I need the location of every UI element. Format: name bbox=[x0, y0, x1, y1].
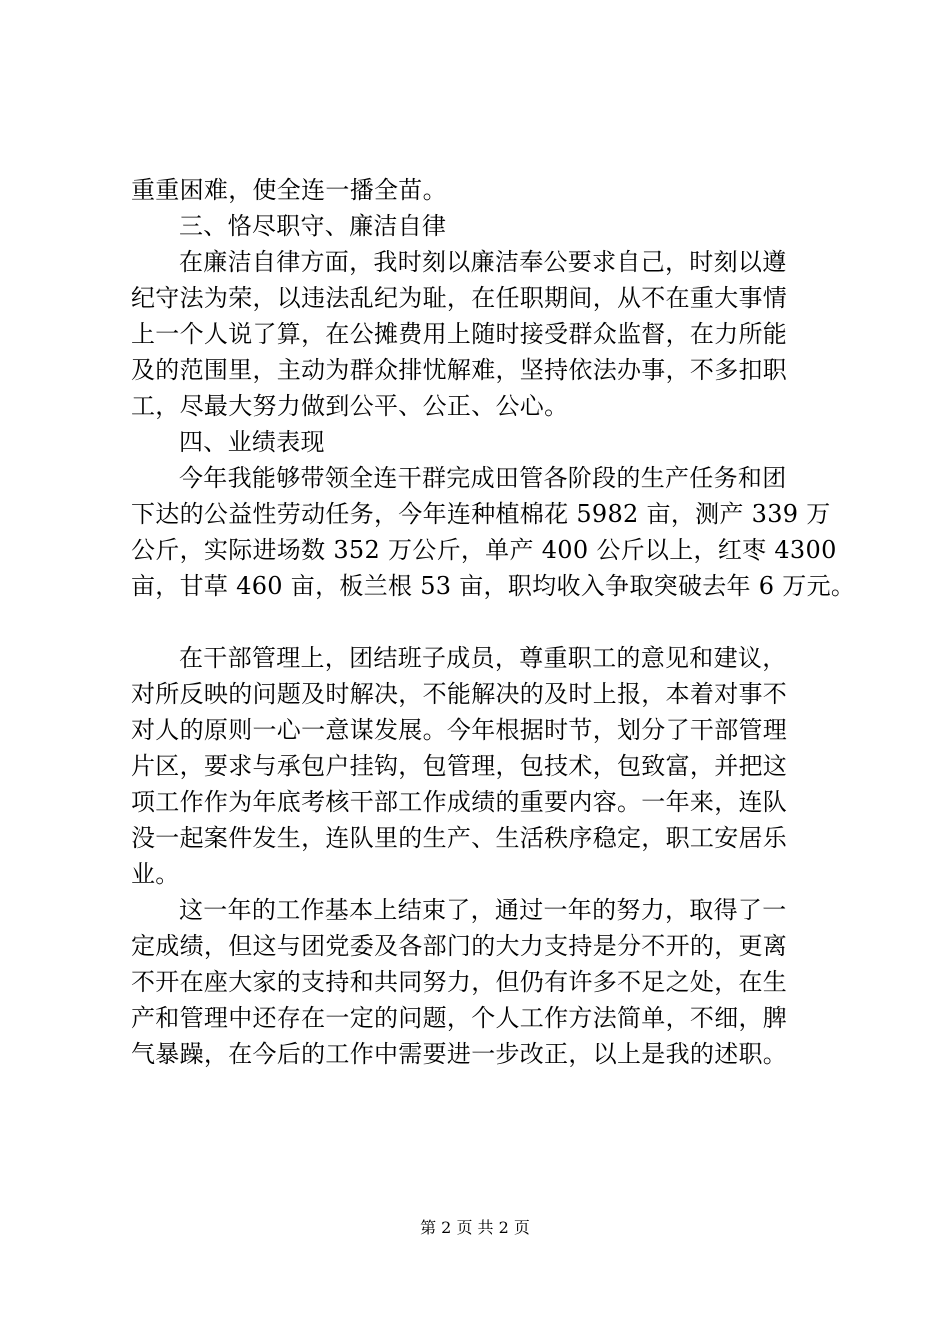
text-line: 产和管理中还存在一定的问题，个人工作方法简单，不细，脾 bbox=[131, 1004, 788, 1032]
text-line: 工，尽最大努力做到公平、公正、公心。 bbox=[131, 392, 569, 420]
text-line: 重重困难，使全连一播全苗。 bbox=[131, 176, 447, 204]
text-line: 对所反映的问题及时解决，不能解决的及时上报，本着对事不 bbox=[131, 680, 788, 708]
text-line: 不开在座大家的支持和共同努力，但仍有许多不足之处，在生 bbox=[131, 968, 788, 996]
paragraph-first-line: 在廉洁自律方面，我时刻以廉洁奉公要求自己，时刻以遵 bbox=[179, 248, 787, 276]
text-line: 公斤，实际进场数 352 万公斤，单产 400 公斤以上，红枣 4300 bbox=[131, 536, 837, 564]
text-line: 片区，要求与承包户挂钩，包管理，包技术，包致富，并把这 bbox=[131, 752, 788, 780]
section-heading: 四、业绩表现 bbox=[179, 428, 325, 456]
text-line: 上一个人说了算，在公摊费用上随时接受群众监督，在力所能 bbox=[131, 320, 788, 348]
text-line: 没一起案件发生，连队里的生产、生活秩序稳定，职工安居乐 bbox=[131, 824, 788, 852]
paragraph-first-line: 今年我能够带领全连干群完成田管各阶段的生产任务和团 bbox=[179, 464, 787, 492]
section-heading: 三、恪尽职守、廉洁自律 bbox=[179, 212, 447, 240]
text-line: 定成绩，但这与团党委及各部门的大力支持是分不开的，更离 bbox=[131, 932, 788, 960]
text-line: 纪守法为荣，以违法乱纪为耻，在任职期间，从不在重大事情 bbox=[131, 284, 788, 312]
text-line: 业。 bbox=[131, 860, 180, 888]
paragraph-first-line: 这一年的工作基本上结束了，通过一年的努力，取得了一 bbox=[179, 896, 787, 924]
text-line: 亩，甘草 460 亩，板兰根 53 亩，职均收入争取突破去年 6 万元。 bbox=[131, 572, 856, 600]
page-number-footer: 第 2 页 共 2 页 bbox=[420, 1218, 530, 1237]
text-line: 气暴躁，在今后的工作中需要进一步改正，以上是我的述职。 bbox=[131, 1040, 788, 1068]
text-line: 项工作作为年底考核干部工作成绩的重要内容。一年来，连队 bbox=[131, 788, 788, 816]
paragraph-first-line: 在干部管理上，团结班子成员，尊重职工的意见和建议， bbox=[179, 644, 787, 672]
text-line: 及的范围里，主动为群众排忧解难，坚持依法办事，不多扣职 bbox=[131, 356, 788, 384]
text-line: 下达的公益性劳动任务，今年连种植棉花 5982 亩，测产 339 万 bbox=[131, 500, 831, 528]
text-line: 对人的原则一心一意谋发展。今年根据时节，划分了干部管理 bbox=[131, 716, 788, 744]
